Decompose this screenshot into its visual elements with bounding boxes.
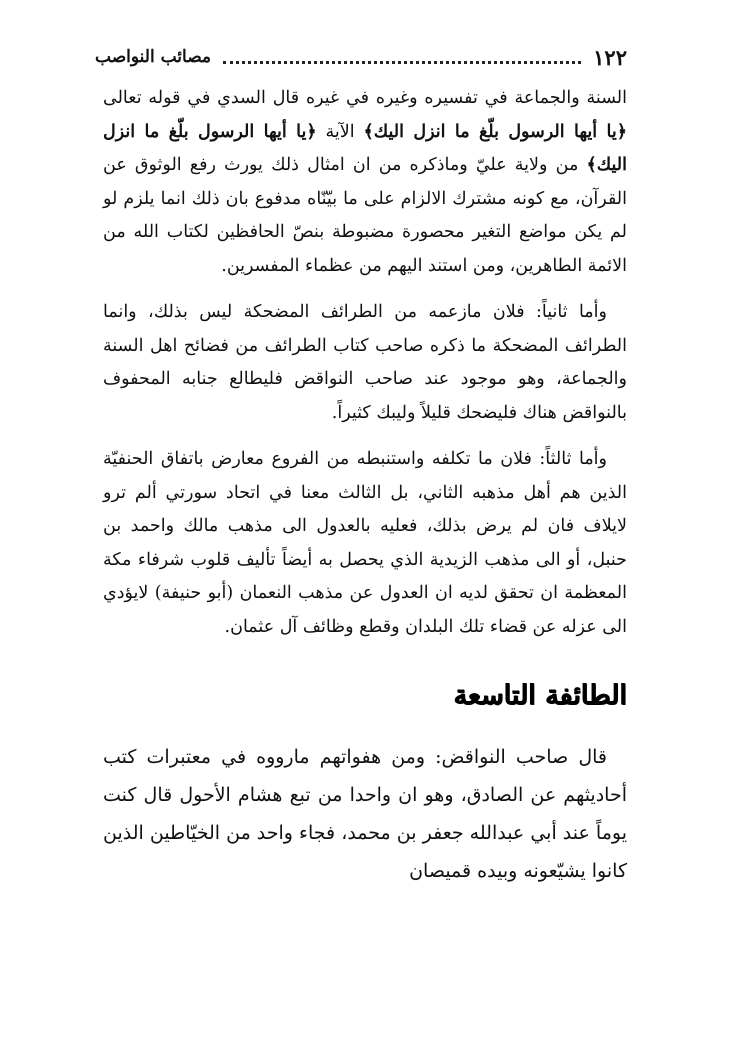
section-heading: الطائفة التاسعة xyxy=(453,680,627,711)
quran-quote: ﴿يا أيها الرسول بلّغ ما انزل اليك﴾ xyxy=(363,121,627,142)
paragraph-ninth-group: قال صاحب النواقض: ومن هفواتهم مارووه في معتبرات كتب أحاديثهم عن الصادق، وهو ان واحدا من تبع هشام الأحول قال كنت يوماً عند أبي عبدالله جعفر بن محمد، فجاء واحد من الخيّاطين الذين كانوا يشيّعونه وبيده قميصان xyxy=(103,746,627,882)
book-title: مصائب النواصب xyxy=(95,47,212,67)
paragraph-text: السنة والجماعة في تفسيره وغيره في غيره قال السدي في قوله تعالى xyxy=(103,88,627,108)
dotted-leader xyxy=(223,61,581,64)
paragraph-text: الآية xyxy=(316,121,364,142)
page-body xyxy=(103,82,627,903)
running-header xyxy=(95,42,627,72)
paragraph-secondly: وأما ثانياً: فلان مازعمه من الطرائف المضحكة ليس بذلك، وانما الطرائف المضحكة ما ذكره صاحب كتاب الطرائف من فضائح اهل السنة والجماعة، وهو موجود عند صاحب النواقض فليطالع جنابه المحفوف بالنواقض هناك فليضحك قليلاً وليبك كثيراً. xyxy=(103,302,627,423)
page-number: ١٢٢ xyxy=(593,44,627,70)
paragraph-thirdly: وأما ثالثاً: فلان ما تكلفه واستنبطه من الفروع معارض باتفاق الحنفيّة الذين هم أهل مذهبه الثاني، بل الثالث معنا في اتحاد سورتي ألم ترو لايلاف فان لم يرض بذلك، فعليه بالعدول الى مذهب مالك واحمد بن حنبل، أو الى مذهب الزيدية الذي يحصل به أيضاً تأليف قلوب شرفاء مكة المعظمة ان تحقق لديه ان العدول عن مذهب النعمان (أبو حنيفة) لايؤدي الى عزله عن قضاء تلك البلدان وقطع وظائف آل عثمان. xyxy=(103,449,627,637)
paragraph-continuation xyxy=(103,82,627,283)
quran-quote: ﴿يا أيها الرسول بلّغ ما انزل اليك﴾ xyxy=(103,121,627,175)
paragraph-text: من ولاية عليّ وماذكره من ان امثال ذلك يورث رفع الوثوق عن القرآن، مع كونه مشترك الالزام على ما بيّنّاه مدفوع بان ذلك انما يلزم لو لم يكن مواضع التغير محصورة مضبوطة بنصّ الحافظين لكتاب الله من الائمة الطاهرين، ومن استند اليهم من عظماء المفسرين. xyxy=(103,155,627,276)
